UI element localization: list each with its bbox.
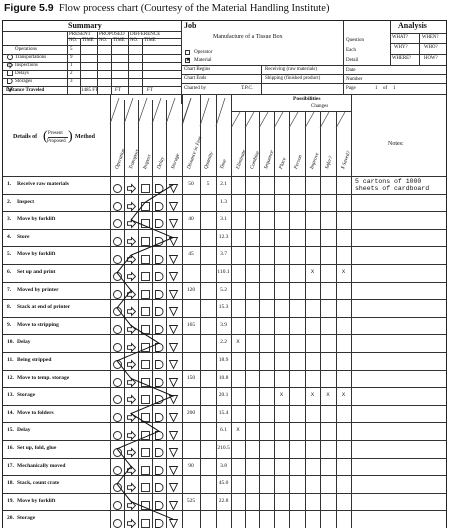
arrow-icon[interactable] [127, 251, 136, 260]
square-icon[interactable] [141, 444, 150, 453]
d-icon[interactable] [155, 286, 164, 295]
figure-title [4, 2, 329, 14]
row-number: 16. [7, 445, 14, 451]
row-distance: 165 [186, 321, 196, 328]
details-label: Details of [13, 134, 38, 140]
row-detail: Receive raw materials [17, 181, 69, 187]
d-icon[interactable] [155, 321, 164, 330]
circle-icon[interactable] [113, 391, 122, 400]
row-number: 13. [7, 392, 14, 399]
row-time: 20.1 [218, 392, 229, 399]
row-detail: Set up and print [17, 269, 56, 275]
analysis-question-how: HOW? [424, 56, 438, 61]
row-detail: Delay [17, 339, 31, 346]
table-row [3, 493, 447, 511]
row-detail: Move to stripping [17, 321, 59, 328]
summary-subcol: NO. [130, 38, 139, 43]
row-time: 3.7 [220, 251, 227, 258]
table-row [3, 194, 447, 212]
row-time: 2.2 [220, 339, 227, 346]
distance-unit-difference: FT [147, 88, 153, 93]
square-icon[interactable] [141, 479, 150, 488]
summary-row-label: Operations [15, 47, 37, 52]
row-number: 8. [7, 304, 12, 311]
row-time: 1.3 [220, 198, 227, 205]
row-number: 14. [7, 409, 14, 416]
arrow-icon[interactable] [127, 215, 136, 224]
chart-ends-value: Shipping (finished product) [265, 76, 321, 81]
possibility-header: Combine [249, 150, 262, 171]
row-time: 110.1 [217, 269, 230, 275]
arrow-icon[interactable] [127, 427, 136, 436]
circle-icon[interactable] [113, 180, 122, 189]
possibility-mark: X [279, 391, 284, 399]
row-detail: Move by forklift [17, 497, 56, 504]
figure-number: Figure 5.9 [4, 2, 54, 14]
triangle-icon[interactable] [169, 303, 178, 312]
possibility-header: Improve [309, 151, 321, 171]
summary-row-label: Delays [15, 71, 29, 76]
possibility-mark: X [310, 268, 315, 275]
summary-present-no: 3 [70, 79, 73, 84]
row-distance: 150 [186, 374, 196, 381]
square-icon[interactable] [141, 198, 150, 207]
material-checkbox[interactable]: ✖ [186, 58, 191, 63]
square-icon[interactable] [141, 427, 150, 436]
arrow-icon[interactable] [127, 180, 136, 189]
square-icon[interactable] [141, 251, 150, 260]
possibility-mark: X [341, 268, 346, 275]
triangle-icon[interactable] [169, 497, 178, 506]
row-time: 45.0 [218, 480, 229, 487]
number-label: Number [346, 77, 363, 82]
table-row [3, 475, 447, 493]
row-number: 1. [7, 181, 12, 187]
job-title: Job [184, 21, 197, 30]
circle-icon[interactable] [113, 409, 122, 418]
row-number: 17. [7, 462, 14, 469]
d-icon[interactable] [155, 462, 164, 471]
row-detail: Inspect [17, 198, 35, 205]
square-icon[interactable] [141, 233, 150, 242]
summary-row-label: Storages [15, 79, 33, 84]
square-icon[interactable] [141, 215, 150, 224]
square-icon[interactable] [141, 339, 150, 348]
circle-icon[interactable] [113, 303, 122, 312]
row-time: 15.4 [218, 409, 229, 416]
row-distance: 120 [186, 286, 196, 293]
row-detail: Move to folders [17, 409, 54, 416]
d-icon[interactable] [155, 303, 164, 312]
row-number: 20. [7, 515, 14, 522]
table-row [3, 176, 447, 194]
row-distance: 525 [186, 497, 196, 504]
triangle-icon[interactable] [169, 427, 178, 436]
row-detail: Being stripped [17, 357, 52, 363]
square-icon[interactable] [141, 356, 150, 365]
charted-by-label: Charted by [184, 86, 207, 91]
triangle-icon[interactable] [169, 391, 178, 400]
analysis-question-where: WHERE? [392, 56, 412, 61]
row-distance: 50 [188, 181, 194, 187]
row-detail: Store [17, 233, 30, 240]
row-time: 10.8 [218, 374, 229, 381]
charted-by-value: T.P.C. [241, 86, 253, 91]
possibility-mark: X [341, 391, 346, 399]
summary-row-label: Transportations [15, 55, 47, 60]
row-time: 18.9 [218, 357, 229, 363]
square-icon[interactable] [141, 286, 150, 295]
square-icon[interactable] [141, 180, 150, 189]
row-distance: 200 [186, 409, 196, 416]
row-time: 6.1 [220, 427, 227, 434]
row-number: 12. [7, 374, 14, 381]
table-row [3, 317, 447, 335]
d-icon[interactable] [155, 268, 164, 277]
row-time: 22.8 [218, 497, 229, 504]
d-icon[interactable] [155, 497, 164, 506]
summary-col-present: PRESENT [69, 32, 91, 37]
square-icon[interactable] [141, 374, 150, 383]
possibility-header: Safer? [324, 155, 335, 171]
row-detail: Mechanically moved [17, 462, 66, 469]
summary-present-no: 9 [70, 55, 73, 60]
triangle-icon[interactable] [169, 215, 178, 224]
of-value: 1 [393, 86, 396, 91]
triangle-icon[interactable] [169, 251, 178, 260]
summary-present-no: 5 [70, 47, 73, 52]
analysis-question-what: WHAT? [392, 35, 408, 40]
material-label: Material [194, 57, 212, 63]
arrow-icon[interactable] [127, 374, 136, 383]
table-row [3, 458, 447, 476]
table-row [3, 387, 447, 405]
circle-icon[interactable] [113, 462, 122, 471]
summary-subcol: TIME [144, 38, 156, 43]
summary-present-no: 2 [70, 71, 73, 76]
details-bracket: ( [43, 129, 48, 144]
d-icon[interactable] [155, 427, 164, 436]
possibility-header: Eliminate [235, 149, 248, 171]
arrow-icon[interactable] [127, 497, 136, 506]
page-value: 1 [375, 86, 378, 91]
distance-label: Distance Traveled [6, 88, 45, 93]
d-icon[interactable] [155, 251, 164, 260]
row-time: 3.9 [220, 321, 227, 328]
circle-icon[interactable] [113, 286, 122, 295]
row-detail: Stack, count crate [17, 480, 60, 487]
symbol-header: Inspect [142, 153, 153, 171]
operator-label: Operator [194, 49, 213, 55]
triangle-icon[interactable] [169, 180, 178, 189]
row-distance: 40 [188, 216, 194, 223]
square-icon[interactable] [141, 391, 150, 400]
possibility-header: Sequence [263, 149, 276, 171]
possibility-mark: X [236, 338, 240, 346]
table-row [3, 334, 447, 352]
row-time: 12.3 [218, 233, 229, 240]
summary-subcol: NO. [69, 38, 78, 43]
row-detail: Set up, fold, glue [17, 445, 57, 451]
row-time: 2.1 [220, 181, 227, 187]
d-icon[interactable] [155, 374, 164, 383]
table-row [3, 264, 447, 282]
row-number: 18. [7, 480, 14, 487]
distance-header: Distance in Feet [186, 135, 204, 171]
d-icon[interactable] [155, 233, 164, 242]
circle-icon[interactable] [113, 479, 122, 488]
triangle-icon[interactable] [169, 321, 178, 330]
analysis-question-when: WHEN? [422, 35, 439, 40]
circle-icon[interactable] [113, 515, 122, 524]
square-icon[interactable] [141, 515, 150, 524]
circle-icon[interactable] [113, 427, 122, 436]
circle-icon[interactable] [113, 215, 122, 224]
d-icon[interactable] [155, 198, 164, 207]
square-icon[interactable] [141, 268, 150, 277]
circle-icon[interactable] [113, 251, 122, 260]
method-label: Method [75, 134, 95, 140]
date-label: Date [346, 68, 356, 73]
summary-present-no: 1 [70, 63, 73, 68]
triangle-icon[interactable] [169, 286, 178, 295]
triangle-icon[interactable] [169, 479, 178, 488]
table-row [3, 510, 447, 528]
row-detail: Move by forklift [17, 251, 56, 258]
question-label: Question [346, 38, 365, 43]
possibilities-label: Possibilities [293, 96, 321, 102]
present-label: Present [48, 131, 63, 136]
d-icon[interactable] [155, 180, 164, 189]
possibility-header: Place [278, 156, 288, 171]
row-number: 19. [7, 497, 14, 504]
circle-icon[interactable] [113, 374, 122, 383]
circle-icon[interactable] [113, 233, 122, 242]
table-row [3, 422, 447, 440]
arrow-icon[interactable] [127, 286, 136, 295]
row-detail: Storage [17, 392, 36, 399]
circle-icon[interactable] [113, 444, 122, 453]
row-time: 5.2 [220, 286, 227, 293]
square-icon[interactable] [141, 303, 150, 312]
circle-icon[interactable] [113, 356, 122, 365]
row-distance: 45 [188, 251, 194, 258]
table-row [3, 352, 447, 370]
row-number: 7. [7, 286, 12, 293]
row-detail: Move by forklift [17, 216, 56, 223]
quantity-header: Quantity [203, 150, 215, 171]
symbol-header: Storage [170, 152, 182, 171]
row-number: 10. [7, 339, 14, 346]
distance-unit-proposed: FT [115, 88, 121, 93]
possibility-mark: X [236, 426, 240, 434]
arrow-icon[interactable] [127, 339, 136, 348]
distance-present: 1485 FT [81, 88, 99, 93]
row-time: 3.1 [220, 216, 227, 223]
symbol-header: Transport [128, 148, 141, 171]
symbol-header: Operation [114, 147, 127, 171]
triangle-icon[interactable] [169, 356, 178, 365]
summary-title: Summary [68, 21, 102, 30]
row-number: 3. [7, 216, 12, 223]
time-header: Time [219, 158, 229, 171]
d-icon[interactable] [155, 515, 164, 524]
square-icon[interactable] [141, 321, 150, 330]
arrow-icon[interactable] [127, 321, 136, 330]
arrow-icon[interactable] [127, 233, 136, 242]
triangle-icon[interactable] [169, 339, 178, 348]
row-quantity: 5 [206, 181, 210, 187]
d-icon[interactable] [155, 339, 164, 348]
row-time: 3.8 [220, 462, 227, 469]
summary-subcol: NO. [99, 38, 108, 43]
triangle-icon[interactable] [169, 444, 178, 453]
square-icon[interactable] [141, 462, 150, 471]
analysis-question-who: WHO? [424, 45, 438, 50]
square-icon[interactable] [141, 497, 150, 506]
row-time: 15.3 [218, 304, 229, 311]
d-icon[interactable] [155, 479, 164, 488]
chart-ends-label: Chart Ends [184, 76, 207, 81]
row-time: 210.5 [217, 445, 230, 451]
row-detail: Moved by printer [17, 286, 59, 293]
row-number: 2. [7, 198, 12, 205]
row-number: 11. [7, 357, 14, 363]
chart-begins-value: Receiving (raw materials) [265, 67, 317, 72]
possibility-mark: X [310, 391, 315, 399]
square-icon[interactable] [141, 409, 150, 418]
summary-col-proposed: PROPOSED [99, 32, 125, 37]
arrow-icon[interactable] [127, 198, 136, 207]
circle-icon[interactable] [113, 321, 122, 330]
row-number: 9. [7, 321, 12, 328]
arrow-icon[interactable] [127, 462, 136, 471]
d-icon[interactable] [155, 356, 164, 365]
summary-subcol: TIME [82, 38, 94, 43]
table-row [3, 370, 447, 388]
table-row [3, 229, 447, 247]
details-bracket-close: ) [68, 129, 73, 144]
d-icon[interactable] [155, 215, 164, 224]
chart-begins-label: Chart Begins [184, 67, 211, 72]
summary-row-label: Inspections [15, 63, 38, 68]
row-detail: Delay [17, 427, 31, 434]
arrow-icon[interactable] [127, 268, 136, 277]
row-distance: 90 [188, 462, 194, 469]
row-number: 6. [7, 269, 12, 275]
proposed-label: Proposed [47, 139, 66, 144]
circle-icon[interactable] [113, 198, 122, 207]
arrow-icon[interactable] [127, 444, 136, 453]
row-detail: Storage [17, 515, 36, 522]
table-row [3, 299, 447, 317]
row-detail: Stack at end of printer [17, 304, 71, 311]
possibility-header: Person [293, 154, 304, 171]
arrow-icon[interactable] [127, 479, 136, 488]
analysis-question-why: WHY? [394, 45, 408, 50]
row-detail: Move to temp. storage [17, 374, 70, 381]
circle-icon[interactable] [113, 268, 122, 277]
arrow-icon[interactable] [127, 356, 136, 365]
possibility-header: $ Saved? [340, 150, 353, 171]
notes-header: Notes: [388, 141, 404, 147]
possibility-mark: X [326, 391, 330, 399]
circle-icon[interactable] [113, 497, 122, 506]
flow-process-chart [2, 20, 447, 528]
arrow-icon[interactable] [127, 303, 136, 312]
detail-label: Detail [346, 58, 359, 63]
triangle-icon[interactable] [169, 233, 178, 242]
table-row [3, 440, 447, 458]
arrow-icon[interactable] [127, 391, 136, 400]
circle-icon[interactable] [113, 339, 122, 348]
row-number: 15. [7, 427, 14, 434]
possibilities-divider [231, 111, 351, 112]
page-label: Page [346, 86, 356, 91]
table-row [3, 405, 447, 423]
triangle-icon[interactable] [169, 198, 178, 207]
each-label: Each [346, 48, 356, 53]
triangle-icon[interactable] [169, 374, 178, 383]
triangle-icon[interactable] [169, 462, 178, 471]
triangle-icon[interactable] [169, 268, 178, 277]
arrow-icon[interactable] [127, 409, 136, 418]
table-row [3, 211, 447, 229]
symbol-header: Delay [156, 156, 166, 171]
summary-subcol: TIME [113, 38, 125, 43]
table-row [3, 282, 447, 300]
row-note: 5 cartons of 1000 sheets of cardboard [355, 178, 430, 192]
job-name: Manufacture of a Tissue Box [213, 34, 283, 40]
row-number: 5. [7, 251, 12, 258]
triangle-icon[interactable] [169, 409, 178, 418]
d-icon[interactable] [155, 409, 164, 418]
triangle-icon[interactable] [169, 515, 178, 524]
row-number: 4. [7, 233, 12, 240]
of-label: of [383, 86, 388, 91]
d-icon[interactable] [155, 391, 164, 400]
arrow-icon[interactable] [127, 515, 136, 524]
analysis-title: Analysis [398, 21, 427, 30]
table-row [3, 246, 447, 264]
changes-label: Changes [311, 104, 329, 109]
summary-col-difference: DIFFERENCE [130, 32, 161, 37]
figure-caption: Flow process chart (Courtesy of the Material Handling Institute) [58, 3, 330, 14]
d-icon[interactable] [155, 444, 164, 453]
